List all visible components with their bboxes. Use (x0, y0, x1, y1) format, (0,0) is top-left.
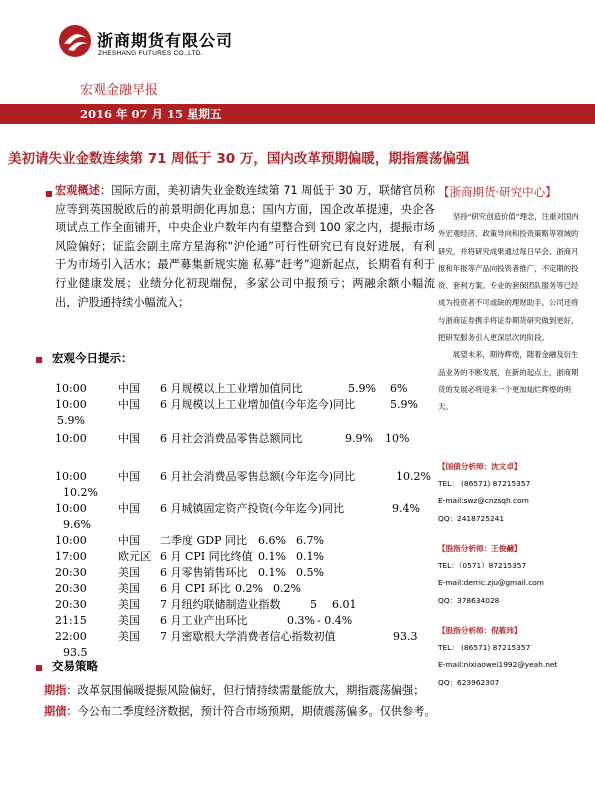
calendar-row (55, 381, 433, 397)
calendar-item: 6 月社会消费品零售总额(今年迄今)同比 (160, 470, 356, 483)
calendar-row (55, 613, 433, 629)
calendar-time: 10:00 (55, 502, 87, 515)
company-name-cn: 浙商期货有限公司 (97, 31, 234, 50)
calendar-previous: 0.1% (258, 566, 286, 579)
analyst-email[interactable]: E-mail:nixiaowei1992@yeah.net (438, 660, 558, 670)
calendar-time: 10:00 (55, 534, 87, 547)
calendar-row (55, 469, 433, 485)
analyst-name: 【股指分析师：倪筱玮】 (438, 626, 522, 635)
calendar-country: 美国 (118, 630, 140, 643)
calendar-country: 欧元区 (118, 550, 151, 563)
company-logo-icon (58, 24, 92, 58)
calendar-time: 20:30 (55, 582, 87, 595)
strategy-text: ：今公布二季度经济数据，预计符合市场预期，期债震荡偏多。仅供参考。 (66, 705, 436, 718)
strategy-label: 期债 (44, 705, 67, 718)
calendar-country: 中国 (118, 382, 140, 395)
calendar-time: 17:00 (55, 550, 87, 563)
calendar-country: 美国 (118, 582, 140, 595)
calendar-item: 6 月 CPI 环比 (160, 582, 231, 595)
calendar-previous: 0.2% (235, 582, 263, 595)
strategy-item (44, 682, 436, 700)
calendar-time: 20:30 (55, 598, 87, 611)
calendar-country: 中国 (118, 432, 140, 445)
calendar-country: 美国 (118, 614, 140, 627)
analyst-tel: TEL： (86571) 87215357 (438, 479, 531, 489)
strategy-item (44, 703, 436, 721)
calendar-forecast: - 0.4% (317, 614, 353, 627)
report-date: 2016 年 07 月 15 星期五 (80, 107, 222, 121)
calendar-previous: 0.1% (258, 550, 286, 563)
overview-label: 宏观概述 (55, 184, 100, 197)
calendar-row-wrap (55, 413, 433, 429)
strategy-title: 交易策略 (52, 659, 98, 673)
calendar-time: 10:00 (55, 382, 87, 395)
analyst-name: 【国债分析师：沈文卓】 (438, 462, 522, 471)
calendar-time: 21:15 (55, 614, 87, 627)
calendar-country: 中国 (118, 470, 140, 483)
company-name-en: ZHESHANG FUTURES CO.,LTD. (98, 50, 203, 57)
calendar-previous: 5.9% (348, 382, 376, 395)
calendar-item: 7 月密歇根大学消费者信心指数初值 (160, 630, 336, 643)
calendar-time: 10:00 (55, 398, 87, 411)
calendar-previous: 9.9% (345, 432, 373, 445)
analyst-tel: TEL： (86571) 87215357 (438, 643, 531, 653)
analyst-qq: QQ：2418725241 (438, 513, 505, 523)
calendar-row-wrap (55, 645, 433, 661)
analyst-tel: TEL：（0571）87215357 (438, 561, 527, 571)
strategy-block (44, 682, 436, 721)
calendar-forecast: 6% (390, 382, 408, 395)
calendar-title: 宏观今日提示： (52, 351, 133, 365)
research-center-sidebar (438, 184, 579, 416)
overview-text: ：国际方面，美初请失业金数连续第 71 周低于 30 万，联储官员称应等到英国脱欧后的前景明朗化再加息；国内方面，国企改革提速，央企各项试点工作全面铺开，中央企业户数年内有望整合到 100 家之内，提振市场风险偏好；证监会副主席方星海称“沪伦通”可行性研究已有良好进展，有利于为市场引入活水；最严募集新规实施 私募“赶考”迎新起点，长期看有利于行业健康发展；业绩分化初现端倪，多家公司中报预亏；两融余额小幅流出，沪股通持续小幅流入； (55, 184, 435, 309)
calendar-row (55, 629, 433, 645)
calendar-item: 6 月社会消费品零售总额同比 (160, 432, 303, 445)
report-type: 宏观金融早报 (80, 83, 159, 98)
calendar-previous: 6.6% (258, 534, 286, 547)
calendar-previous: 10.2% (396, 470, 431, 483)
strategy-label: 期指 (44, 684, 67, 697)
calendar-time: 22:00 (55, 630, 87, 643)
calendar-forecast: 9.6% (63, 518, 91, 531)
calendar-country: 美国 (118, 598, 140, 611)
analyst-email[interactable]: E-mail:derric.zju@gmail.com (438, 578, 544, 588)
calendar-item: 6 月城镇固定资产投资(今年迄今)同比 (160, 502, 345, 515)
calendar-forecast: 0.2% (273, 582, 301, 595)
calendar-row-wrap (55, 517, 433, 533)
calendar-forecast: 10.2% (63, 486, 98, 499)
analyst-email[interactable]: E-mail:swz@cnzsqh.com (438, 496, 529, 506)
calendar-item: 6 月工业产出环比 (160, 614, 248, 627)
sidebar-outlook: 展望未来，期待辉煌，随着金融及衍生品业务的不断发展，在新的起点上，浙商期货的发展必将迎来一个更加灿烂辉煌的明天。 (438, 350, 579, 412)
calendar-time: 20:30 (55, 566, 87, 579)
calendar-country: 中国 (118, 534, 140, 547)
strategy-text: ：改革氛围偏暖提振风险偏好，但行情持续需量能放大，期指震荡偏强； (66, 684, 425, 697)
analyst-qq: QQ：623962307 (438, 677, 500, 687)
sidebar-intro: 坚持“研究创造价值”理念，注重对国内外宏观经济、政策导向和投资策略等领域的研究，并将研究成果通过每日早会、浙商月报和年报等产品向投资者推广，不定期的投资、套利方案。专业的套保团队服务等已经成为投资者不可或缺的理财助手。公司还将与浙商证券携手将证券期货研究做到更好，把研发服务引入更深层次的阶段。 (438, 212, 579, 343)
calendar-row (55, 549, 433, 565)
calendar-row (55, 431, 433, 447)
calendar-item: 7 月纽约联储制造业指数 (160, 598, 281, 611)
calendar-row (55, 397, 433, 413)
calendar-row (55, 501, 433, 517)
calendar-forecast: 10% (385, 432, 410, 445)
headline: 美初请失业金数连续第 71 周低于 30 万，国内改革预期偏暖，期指震荡偏强 (8, 151, 470, 167)
analyst-card (438, 458, 588, 527)
calendar-previous: 9.4% (392, 502, 420, 515)
calendar-previous: 5 (310, 598, 317, 611)
calendar-forecast: 6.01 (332, 598, 357, 611)
calendar-row (55, 565, 433, 581)
calendar-item: 6 月零售销售环比 (160, 566, 248, 579)
calendar-bullet-icon (36, 357, 42, 363)
analyst-card (438, 540, 588, 609)
sidebar-title: 【浙商期货·研究中心】 (438, 185, 557, 199)
calendar-forecast: 5.9% (57, 414, 85, 427)
overview-bullet-icon (46, 191, 52, 197)
calendar-time: 10:00 (55, 432, 87, 445)
calendar-row (55, 597, 433, 613)
calendar-previous: 0.3% (287, 614, 315, 627)
calendar-time: 10:00 (55, 470, 87, 483)
calendar-row (55, 533, 433, 549)
calendar-table (55, 381, 433, 661)
calendar-country: 中国 (118, 398, 140, 411)
calendar-previous: 5.9% (390, 398, 418, 411)
calendar-item: 6 月规模以上工业增加值同比 (160, 382, 303, 395)
overview-paragraph (55, 182, 435, 312)
calendar-item: 6 月规模以上工业增加值(今年迄今)同比 (160, 398, 356, 411)
calendar-forecast: 93.5 (63, 646, 88, 659)
calendar-country: 中国 (118, 502, 140, 515)
analyst-qq: QQ：378634028 (438, 595, 500, 605)
analyst-name: 【股指分析师：王俊鹼】 (438, 544, 522, 553)
analyst-card (438, 622, 593, 691)
calendar-item: 二季度 GDP 同比 (160, 534, 248, 547)
calendar-row (55, 581, 433, 597)
calendar-forecast: 6.7% (296, 534, 324, 547)
calendar-previous: 93.3 (393, 630, 418, 643)
calendar-forecast: 0.5% (296, 566, 324, 579)
calendar-country: 美国 (118, 566, 140, 579)
calendar-row-wrap (55, 485, 433, 501)
strategy-bullet-icon (36, 665, 42, 671)
calendar-item: 6 月 CPI 同比终值 (160, 550, 253, 563)
calendar-forecast: 0.1% (296, 550, 324, 563)
